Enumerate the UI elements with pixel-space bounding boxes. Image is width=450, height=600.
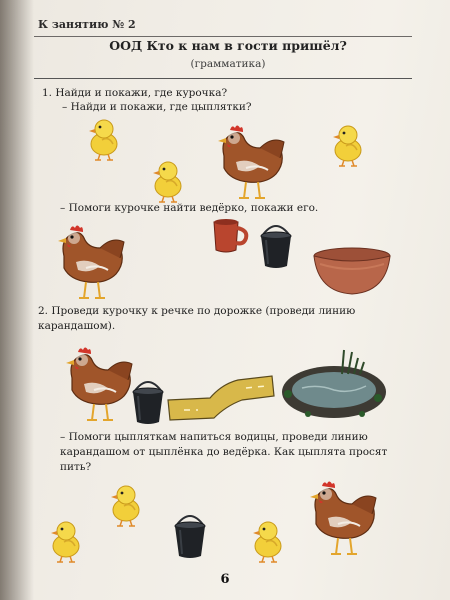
- bucket-icon: [256, 222, 296, 272]
- chick-icon: [44, 516, 88, 564]
- basin-icon: [310, 244, 394, 300]
- pond-icon: [278, 344, 390, 424]
- chick-icon: [146, 156, 190, 204]
- task3-instruction: – Помоги цыпляткам напиться водицы, проведи линию карандашом от цыплёнка до ведёрка. Как цыплята просят пить?: [60, 431, 388, 473]
- task1-subquestion-bucket: – Помоги курочке найти ведёрко, покажи его.: [60, 202, 319, 214]
- title-divider: [34, 78, 412, 79]
- hen-icon: [58, 340, 138, 424]
- task1-question-chicks: – Найди и покажи, где цыплятки?: [62, 101, 252, 113]
- chick-icon: [104, 480, 148, 528]
- hen-icon: [210, 118, 290, 202]
- mug-icon: [210, 218, 250, 256]
- task2-instruction: 2. Проведи курочку к речке по дорожке (проведи линию карандашом).: [38, 305, 356, 332]
- task1-question-hen: 1. Найди и покажи, где курочка?: [42, 87, 228, 99]
- page-subtitle: (грамматика): [190, 58, 266, 70]
- hen-icon: [50, 218, 130, 302]
- chick-icon: [82, 114, 126, 162]
- chick-icon: [326, 120, 370, 168]
- chick-icon: [246, 516, 290, 564]
- bucket-icon: [170, 512, 210, 562]
- header-divider: [34, 36, 412, 37]
- page-title: ООД Кто к нам в гости пришёл?: [109, 38, 347, 53]
- lesson-label: К занятию № 2: [38, 18, 136, 31]
- page-number: 6: [220, 572, 230, 587]
- hen-icon: [302, 474, 382, 558]
- page-binding-shadow: [0, 0, 34, 600]
- path-icon: [164, 370, 278, 424]
- bucket-icon: [128, 378, 168, 428]
